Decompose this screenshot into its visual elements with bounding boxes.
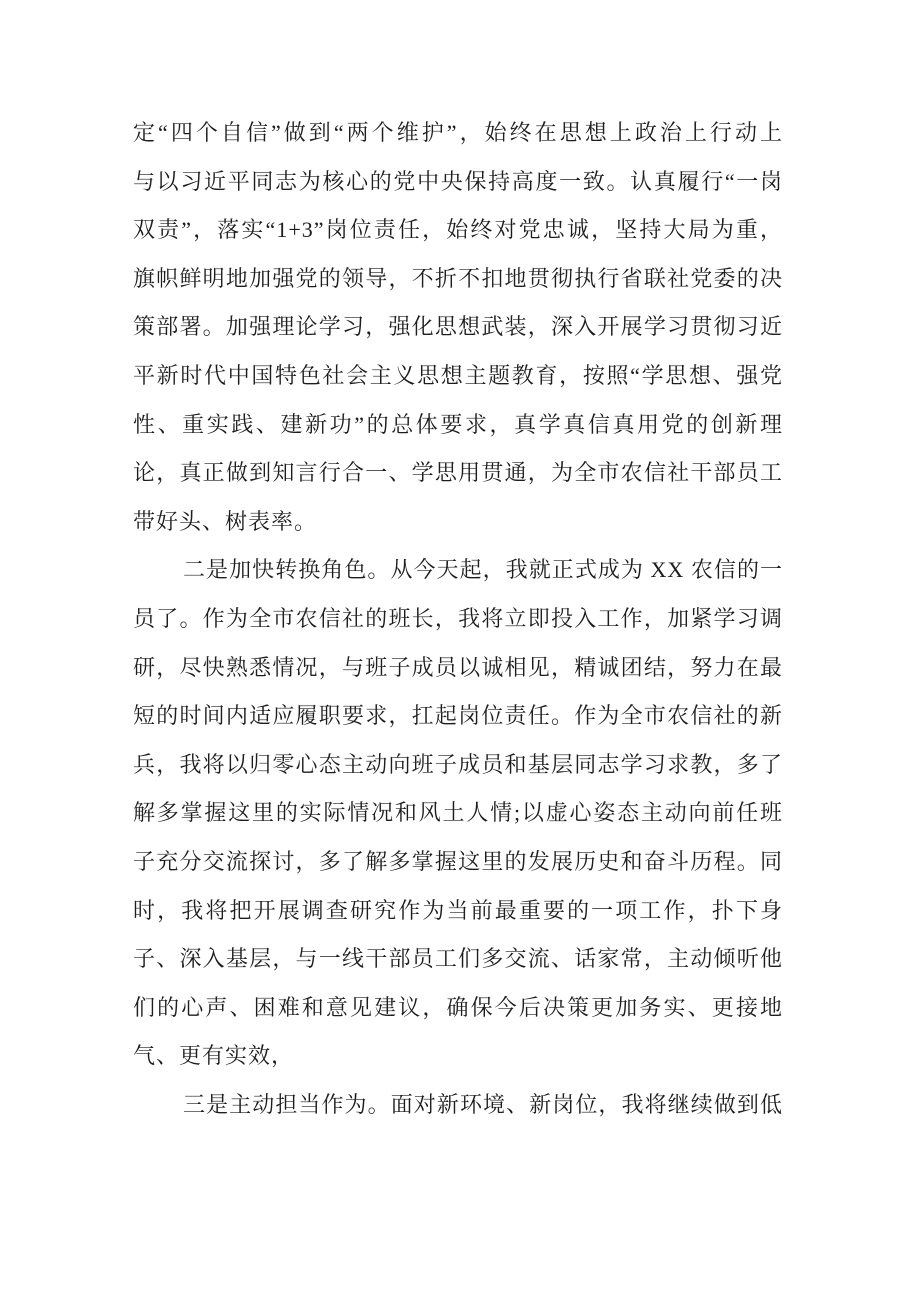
text-line: 论，真正做到知言行合一、学思用贯通，为全市农信社干部员工 (133, 460, 783, 486)
text-line: 解多掌握这里的实际情况和风土人情;以虚心姿态主动向前任班 (133, 800, 783, 826)
text-line: 双责”，落实“1+3”岗位责任，始终对党忠诚，坚持大局为重， (133, 217, 783, 243)
paragraph-point-two (133, 546, 783, 1081)
text-line: 子、深入基层，与一线干部员工们多交流、话家常，主动倾听他 (133, 946, 783, 972)
text-line: 旗帜鲜明地加强党的领导，不折不扣地贯彻执行省联社党委的决 (133, 265, 783, 291)
text-line: 研，尽快熟悉情况，与班子成员以诚相见，精诚团结，努力在最 (133, 654, 783, 680)
document-text-body (133, 109, 783, 1129)
text-line: 与以习近平同志为核心的党中央保持高度一致。认真履行“一岗 (133, 168, 783, 194)
text-line: 员了。作为全市农信社的班长，我将立即投入工作，加紧学习调 (133, 605, 783, 631)
paragraph-point-three (133, 1081, 783, 1130)
text-line: 们的心声、困难和意见建议，确保今后决策更加务实、更接地 (133, 994, 783, 1020)
text-line: 带好头、树表率。 (133, 508, 318, 534)
text-line: 子充分交流探讨，多了解多掌握这里的发展历史和奋斗历程。同 (133, 848, 783, 874)
text-line: 平新时代中国特色社会主义思想主题教育，按照“学思想、强党 (133, 362, 783, 388)
text-line: 策部署。加强理论学习，强化思想武装，深入开展学习贯彻习近 (133, 314, 783, 340)
text-line: 二是加快转换角色。从今天起，我就正式成为 XX 农信的一 (183, 557, 783, 583)
text-line: 性、重实践、建新功”的总体要求，真学真信真用党的创新理 (133, 411, 783, 437)
paragraph-continuation (133, 109, 783, 546)
text-line: 三是主动担当作为。面对新环境、新岗位，我将继续做到低 (183, 1091, 783, 1117)
text-line: 短的时间内适应履职要求，扛起岗位责任。作为全市农信社的新 (133, 703, 783, 729)
text-line: 时，我将把开展调查研究作为当前最重要的一项工作，扑下身 (133, 897, 783, 923)
text-line: 定“四个自信”做到“两个维护”，始终在思想上政治上行动上 (133, 120, 783, 145)
text-line: 兵，我将以归零心态主动向班子成员和基层同志学习求教，多了 (133, 751, 783, 777)
text-line: 气、更有实效， (133, 1043, 295, 1069)
